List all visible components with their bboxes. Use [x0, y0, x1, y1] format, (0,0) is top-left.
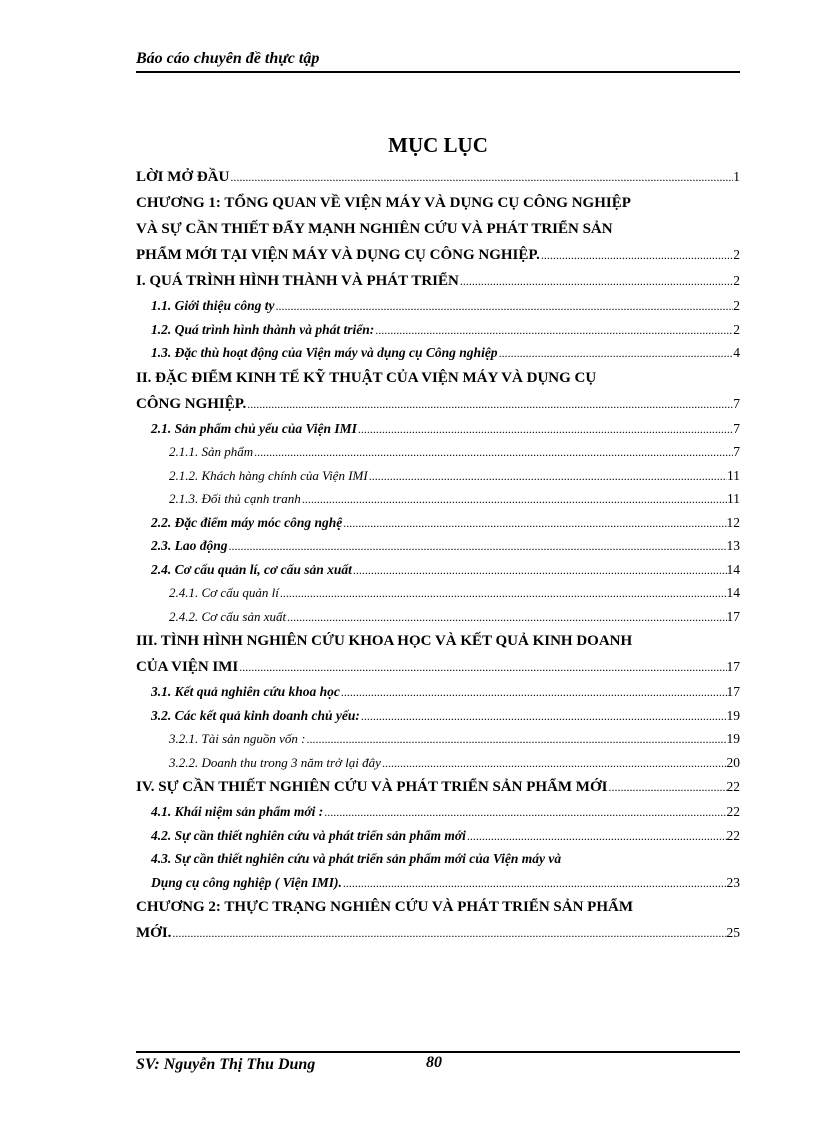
toc-entry-page: 11: [727, 491, 740, 506]
toc-entry-page: 7: [733, 395, 740, 411]
dot-leader: [381, 752, 727, 776]
toc-entry[interactable]: [136, 751, 740, 775]
dot-leader: [323, 801, 726, 825]
header-divider: [136, 71, 740, 73]
toc-entry-title: 2.4.2. Cơ cấu sản xuất: [169, 608, 287, 624]
toc-entry[interactable]: [136, 341, 740, 365]
dot-leader: [238, 654, 726, 680]
toc-entry-page: 4: [733, 345, 740, 360]
toc-entry-title: 4.2. Sự cần thiết nghiên cứu và phát triển sản phẩm mới: [151, 827, 466, 843]
toc-entry-page: 19: [726, 731, 740, 746]
toc-entry-page: 25: [726, 925, 740, 940]
dot-leader: [342, 512, 726, 536]
toc-entry[interactable]: [136, 654, 740, 680]
toc-entry-title: I. QUÁ TRÌNH HÌNH THÀNH VÀ PHÁT TRIỂN: [136, 273, 459, 289]
toc-entry[interactable]: [136, 727, 740, 751]
toc-entry-page: 13: [726, 538, 740, 553]
dot-leader: [246, 391, 733, 417]
toc-entry[interactable]: [136, 628, 740, 654]
toc-entry-page: 23: [726, 874, 740, 890]
page-title: MỤC LỤC: [388, 133, 488, 157]
toc-entry-title: 2.1.1. Sản phẩm: [169, 444, 254, 459]
dot-leader: [466, 825, 727, 849]
page-number: 80: [426, 1054, 442, 1071]
toc-entry-page: 17: [726, 659, 740, 674]
page-header: Báo cáo chuyên đề thực tập: [136, 50, 320, 67]
toc-entry-title: 2.4.1. Cơ cấu quản lí: [169, 585, 279, 600]
toc-entry-page: 12: [726, 514, 740, 530]
toc-entry[interactable]: [136, 487, 740, 511]
dot-leader: [171, 920, 726, 946]
toc-entry-title: CHƯƠNG 1: TỔNG QUAN VỀ VIỆN MÁY VÀ DỤNG CỤ CÔNG NGHIỆP: [136, 195, 631, 211]
toc-entry-page: 17: [726, 684, 740, 699]
toc-entry[interactable]: [136, 164, 740, 190]
dot-leader: [607, 774, 726, 800]
toc-entry-page: 2: [733, 247, 740, 262]
dot-leader: [340, 681, 727, 705]
toc-entry-title: 2.2. Đặc điểm máy móc công nghệ: [151, 514, 343, 530]
toc-entry[interactable]: [136, 920, 740, 946]
table-of-contents: [136, 164, 740, 946]
dot-leader: [253, 441, 733, 465]
toc-entry-title: 2.1.2. Khách hàng chính của Viện IMI: [169, 467, 368, 483]
toc-entry-title: 2.1.3. Đối thủ cạnh tranh: [169, 491, 301, 506]
toc-entry[interactable]: [136, 605, 740, 629]
toc-entry-title: 2.4. Cơ cấu quản lí, cơ cấu sản xuất: [151, 561, 352, 577]
toc-entry-page: 7: [733, 420, 740, 436]
toc-entry-title: VÀ SỰ CẦN THIẾT ĐẨY MẠNH NGHIÊN CỨU VÀ PHÁT TRIỂN SẢN: [136, 221, 613, 237]
dot-leader: [301, 488, 727, 512]
toc-entry-title: CỦA VIỆN IMI: [136, 659, 239, 675]
toc-entry[interactable]: [136, 704, 740, 728]
dot-leader: [342, 872, 727, 896]
toc-entry[interactable]: [136, 680, 740, 704]
toc-entry-title: IV. SỰ CẦN THIẾT NGHIÊN CỨU VÀ PHÁT TRIỂN SẢN PHẨM MỚI: [136, 779, 608, 795]
toc-entry-page: 22: [726, 804, 740, 819]
toc-entry-title: 3.2. Các kết quả kinh doanh chủ yếu:: [151, 707, 360, 723]
toc-entry-title: LỜI MỞ ĐẦU: [136, 169, 230, 185]
toc-entry[interactable]: [136, 581, 740, 605]
toc-entry-page: 22: [726, 827, 740, 843]
toc-entry-title: 2.1. Sản phẩm chủ yếu của Viện IMI: [151, 420, 357, 436]
toc-entry[interactable]: [136, 847, 740, 871]
dot-leader: [352, 559, 727, 583]
toc-entry[interactable]: [136, 774, 740, 800]
dot-leader: [357, 418, 733, 442]
dot-leader: [306, 728, 727, 752]
toc-entry-title: PHẨM MỚI TẠI VIỆN MÁY VÀ DỤNG CỤ CÔNG NGHIỆP.: [136, 247, 540, 263]
dot-leader: [498, 342, 734, 366]
dot-leader: [374, 319, 733, 343]
toc-entry-title: 1.2. Quá trình hình thành và phát triển:: [151, 321, 375, 337]
toc-entry-page: 2: [733, 298, 740, 313]
toc-entry[interactable]: [136, 242, 740, 268]
page-footer: [136, 1053, 740, 1077]
toc-entry-page: 2: [733, 321, 740, 337]
dot-leader: [279, 582, 727, 606]
dot-leader: [275, 295, 734, 319]
toc-entry-title: Dụng cụ công nghiệp ( Viện IMI).: [151, 874, 342, 890]
toc-entry-title: CHƯƠNG 2: THỰC TRẠNG NGHIÊN CỨU VÀ PHÁT TRIỂN SẢN PHẨM: [136, 899, 633, 915]
dot-leader: [540, 242, 733, 268]
toc-entry[interactable]: [136, 294, 740, 318]
dot-leader: [360, 705, 727, 729]
toc-entry[interactable]: [136, 800, 740, 824]
toc-entry-title: 4.3. Sự cần thiết nghiên cứu và phát triển sản phẩm mới của Viện máy và: [151, 851, 562, 866]
toc-entry-page: 14: [726, 585, 740, 600]
toc-entry[interactable]: [136, 216, 740, 242]
toc-entry-title: MỚI.: [136, 925, 172, 941]
dot-leader: [459, 268, 733, 294]
toc-entry-title: 1.3. Đặc thù hoạt động của Viện máy và dụng cụ Công nghiệp: [151, 345, 498, 360]
toc-entry-title: 3.1. Kết quả nghiên cứu khoa học: [151, 684, 340, 699]
toc-entry-page: 14: [726, 561, 740, 577]
toc-entry-page: 11: [727, 467, 740, 483]
dot-leader: [286, 606, 726, 630]
toc-entry-title: II. ĐẶC ĐIỂM KINH TẾ KỸ THUẬT CỦA VIỆN MÁY VÀ DỤNG CỤ: [136, 369, 597, 386]
toc-entry-page: 22: [726, 779, 740, 794]
toc-entry[interactable]: [136, 894, 740, 920]
toc-entry-page: 1: [733, 169, 740, 184]
toc-entry-page: 2: [733, 273, 740, 288]
toc-entry-title: 3.2.2. Doanh thu trong 3 năm trở lại đây: [169, 754, 381, 770]
toc-entry-page: 17: [726, 608, 740, 624]
toc-entry[interactable]: [136, 511, 740, 535]
toc-entry[interactable]: [136, 190, 740, 216]
dot-leader: [368, 465, 727, 489]
toc-entry[interactable]: [136, 558, 740, 582]
dot-leader: [228, 535, 727, 559]
toc-entry-title: CÔNG NGHIỆP.: [136, 395, 247, 412]
toc-entry[interactable]: [136, 391, 740, 417]
toc-entry[interactable]: [136, 534, 740, 558]
toc-entry-title: III. TÌNH HÌNH NGHIÊN CỨU KHOA HỌC VÀ KẾT QUẢ KINH DOANH: [136, 633, 633, 649]
toc-entry-title: 3.2.1. Tài sản nguồn vốn :: [169, 731, 306, 746]
toc-entry[interactable]: [136, 268, 740, 294]
toc-entry[interactable]: [136, 440, 740, 464]
toc-entry[interactable]: [136, 871, 740, 895]
dot-leader: [229, 164, 733, 190]
toc-entry[interactable]: [136, 417, 740, 441]
toc-entry-title: 4.1. Khái niệm sản phẩm mới :: [151, 804, 324, 819]
toc-entry-title: 2.3. Lao động: [151, 538, 228, 553]
toc-entry[interactable]: [136, 365, 740, 391]
toc-entry-title: 1.1. Giới thiệu công ty: [151, 298, 275, 313]
toc-entry[interactable]: [136, 464, 740, 488]
toc-entry-page: 20: [726, 754, 740, 770]
toc-entry[interactable]: [136, 824, 740, 848]
student-name: SV: Nguyễn Thị Thu Dung: [136, 1056, 316, 1073]
toc-entry-page: 19: [726, 707, 740, 723]
toc-entry[interactable]: [136, 318, 740, 342]
toc-entry-page: 7: [733, 444, 740, 459]
